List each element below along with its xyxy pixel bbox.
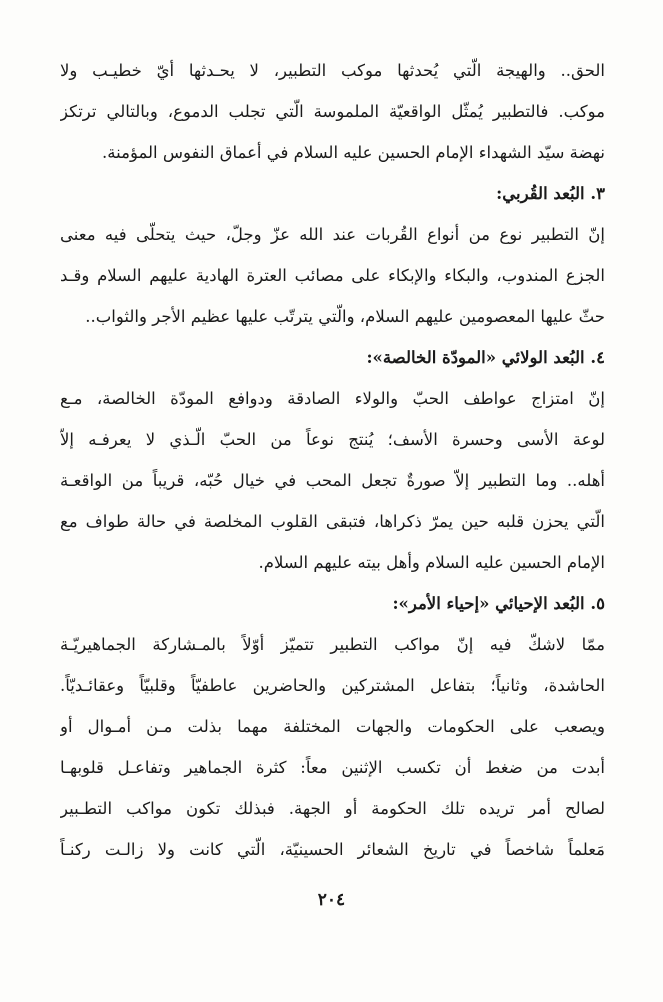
- text-line: إنّ امتزاج عواطف الحبّ والولاء الصادقة ودوافع المودّة الخالصة، مـع: [60, 389, 605, 408]
- text-line: الجزع المندوب، والبكاء والإبكاء على مصائب العترة الهادية عليهم السلام وقـد: [60, 266, 605, 285]
- text-line: إنّ التطبير نوع من أنواع القُربات عند الله عزّ وجلّ، حيث يتحلّى فيه معنى: [60, 225, 605, 244]
- text-line: الحاشدة، وثانياً؛ بتفاعل المشتركين والحاضرين عاطفيّاً وقلبيّاً وعقائـديّاً.: [60, 676, 605, 695]
- text-line: نهضة سيّد الشهداء الإمام الحسين عليه السلام في أعماق النفوس المؤمنة.: [102, 143, 605, 162]
- text-line: موكب. فالتطبير يُمثّل الواقعيّة الملموسة الّتي تجلب الدموع، وبالتالي ترتكز: [60, 102, 605, 121]
- body-text: [60, 50, 605, 870]
- text-line: لوعة الأسى وحسرة الأسف؛ يُنتج نوعاً من الحبّ الّـذي لا يعرفـه إلاّ: [60, 430, 605, 449]
- text-line: ممّا لاشكّ فيه إنّ مواكب التطبير تتميّز أوّلاً بالمـشاركة الجماهيريّـة: [60, 635, 605, 654]
- text-line: مَعلماً شاخصاً في تاريخ الشعائر الحسينيّة، الّتي كانت ولا زالـت ركنـاً: [60, 840, 605, 859]
- text-line: أبدت من ضغط أن تكسب الإثنين معاً: كثرة الجماهير وتفاعـل قلوبهـا: [60, 758, 605, 777]
- text-line: ويصعب على الحكومات والجهات المختلفة مهما بذلت مـن أمـوال أو: [60, 717, 605, 736]
- page-number: ٢٠٤: [317, 890, 346, 910]
- text-line: لصالح أمر تريده تلك الحكومة أو الجهة. فبذلك تكون مواكب التطـبير: [60, 799, 605, 818]
- text-line: الّتي يحزن قلبه حين يمرّ ذكراها، فتبقى القلوب المخلصة في حالة طواف مع: [60, 512, 605, 531]
- text-line: الإمام الحسين عليه السلام وأهل بيته عليهم السلام.: [258, 553, 605, 572]
- text-line: أهله.. وما التطبير إلاّ صورةٌ تجعل المحب في خيال حُبّه، قريباً من الواقعـة: [60, 471, 605, 490]
- section-heading: ٥. البُعد الإحيائي «إحياء الأمر»:: [392, 594, 605, 613]
- section-heading: ٣. البُعد القُربي:: [496, 184, 605, 203]
- text-line: الحق.. والهيجة الّتي يُحدثها موكب التطبير، لا يحـدثها أيّ خطيـب ولا: [60, 61, 605, 80]
- section-heading: ٤. البُعد الولائي «المودّة الخالصة»:: [366, 348, 605, 367]
- text-line: حثّ عليها المعصومين عليهم السلام، والّتي يترتّب عليها عظيم الأجر والثواب..: [85, 307, 605, 326]
